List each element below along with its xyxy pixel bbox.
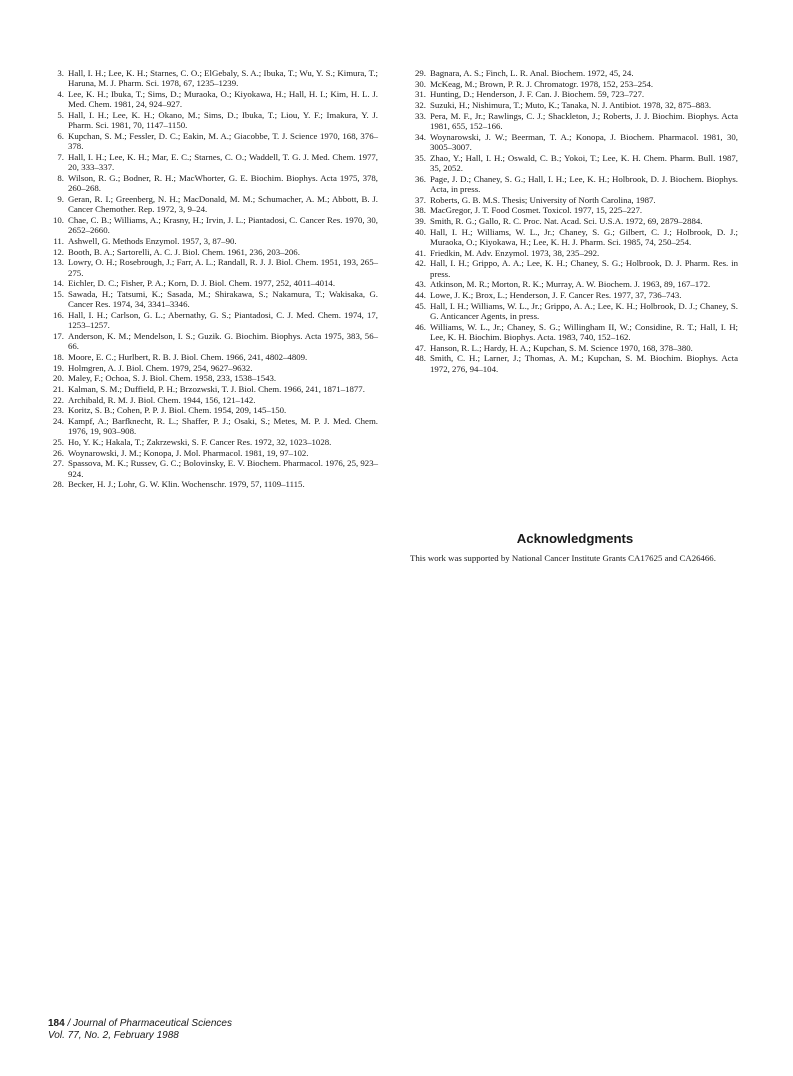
reference-text: Hunting, D.; Henderson, J. F. Can. J. Biochem. 59, 723–727.	[430, 89, 645, 100]
reference-item	[410, 353, 738, 374]
reference-number: 42.	[415, 258, 426, 269]
reference-number: 24.	[53, 416, 64, 426]
reference-text: Hall, I. H.; Williams, W. L., Jr.; Grippo, A. A.; Lee, K. H.; Holbrook, D. J.; Chaney, S. G. Anticancer Agents, in press.	[430, 300, 738, 322]
page-number: 184	[48, 1018, 65, 1029]
reference-number: 13.	[53, 257, 64, 268]
reference-item	[48, 278, 378, 288]
reference-item	[48, 448, 378, 458]
reference-item	[48, 131, 378, 152]
reference-item	[48, 331, 378, 352]
journal-name: / Journal of Pharmaceutical Sciences	[64, 1018, 232, 1029]
reference-item	[48, 152, 378, 173]
reference-item	[48, 236, 378, 246]
reference-number: 47.	[415, 342, 426, 353]
reference-text: Anderson, K. M.; Mendelson, I. S.; Guzik. G. Biochim. Biophys. Acta 1975, 383, 56–66.	[68, 330, 378, 352]
reference-text: Hall, I. H.; Lee, K. H.; Starnes, C. O.; ElGebaly, S. A.; Ibuka, T.; Wu, Y. S.; Kimura, T.; Haruna, M. J. Pharm. Sci. 1978, 67, 1235–1239.	[68, 68, 378, 89]
acknowledgments-section	[410, 531, 740, 563]
reference-text: Becker, H. J.; Lohr, G. W. Klin. Wochenschr. 1979, 57, 1109–1115.	[68, 479, 305, 490]
reference-number: 29.	[415, 68, 426, 78]
reference-text: Ashwell, G. Methods Enzymol. 1957, 3, 87–90.	[68, 235, 237, 246]
reference-item	[48, 310, 378, 331]
reference-number: 11.	[53, 235, 64, 246]
reference-item	[48, 247, 378, 257]
reference-number: 33.	[415, 110, 426, 121]
reference-text: Lee, K. H.; Ibuka, T.; Sims, D.; Muraoka, O.; Kiyokawa, H.; Hall, H. I.; Kim, H. L. J. Med. Chem. 1981, 24, 924–927.	[68, 88, 378, 110]
reference-number: 7.	[57, 151, 64, 162]
reference-number: 12.	[53, 246, 64, 257]
reference-item	[48, 215, 378, 236]
reference-item	[48, 257, 378, 278]
reference-number: 31.	[415, 89, 426, 100]
reference-text: McKeag, M.; Brown, P. R. J. Chromatogr. 1978, 152, 253–254.	[430, 78, 654, 89]
reference-number: 23.	[53, 405, 64, 416]
reference-item	[410, 111, 738, 132]
reference-number: 19.	[53, 362, 64, 373]
reference-item	[48, 110, 378, 131]
reference-item	[410, 258, 738, 279]
reference-item	[48, 458, 378, 479]
reference-number: 48.	[415, 353, 426, 364]
reference-text: Koritz, S. B.; Cohen, P. P. J. Biol. Chem. 1954, 209, 145–150.	[68, 405, 287, 416]
reference-number: 38.	[415, 205, 426, 216]
reference-number: 32.	[415, 100, 426, 111]
reference-number: 22.	[53, 394, 64, 405]
reference-item	[410, 100, 738, 110]
reference-item	[410, 290, 738, 300]
reference-number: 41.	[415, 247, 426, 258]
reference-text: Geran, R. I.; Greenberg, N. H.; MacDonald, M. M.; Schumacher, A. M.; Abbott, B. J. Cancer Chemother. Rep. 1972, 3, 9–24.	[68, 193, 378, 215]
reference-number: 35.	[415, 152, 426, 163]
reference-text: Hall, I. H.; Carlson, G. L.; Abernathy, G. S.; Piantadosi, C. J. Med. Chem. 1974, 17, 1253–1257.	[68, 309, 378, 331]
reference-number: 18.	[53, 351, 64, 362]
reference-item	[48, 416, 378, 437]
reference-number: 27.	[53, 458, 64, 469]
reference-item	[410, 79, 738, 89]
reference-number: 26.	[53, 447, 64, 458]
reference-item	[410, 216, 738, 226]
reference-text: Ho, Y. K.; Hakala, T.; Zakrzewski, S. F. Cancer Res. 1972, 32, 1023–1028.	[68, 436, 332, 447]
reference-number: 10.	[53, 214, 64, 225]
reference-text: Lowry, O. H.; Rosebrough, J.; Farr, A. L.; Randall, R. J. J. Biol. Chem. 1951, 193, 265–275.	[68, 257, 378, 278]
reference-text: Pera, M. F., Jr.; Rawlings, C. J.; Shackleton, J.; Roberts, J. J. Biochim. Biophys. Acta 1981, 655, 152–166.	[430, 110, 738, 132]
reference-number: 3.	[57, 68, 64, 78]
reference-item	[48, 405, 378, 415]
reference-text: Hall, I. H.; Lee, K. H.; Okano, M.; Sims, D.; Ibuka, T.; Liou, Y. F.; Imakura, Y. J. Pharm. Sci. 1981, 70, 1147–1150.	[68, 109, 378, 131]
reference-number: 4.	[57, 88, 64, 99]
reference-number: 39.	[415, 216, 426, 227]
reference-text: Smith, C. H.; Larner, J.; Thomas, A. M.; Kupchan, S. M. Biochim. Biophys. Acta 1972, 276, 94–104.	[430, 353, 738, 374]
reference-item	[410, 301, 738, 322]
reference-number: 28.	[53, 479, 64, 490]
reference-text: Wilson, R. G.; Bodner, R. H.; MacWhorter, G. E. Biochim. Biophys. Acta 1975, 378, 260–268.	[68, 172, 378, 194]
reference-text: Booth, B. A.; Sartorelli, A. C. J. Biol. Chem. 1961, 236, 203–206.	[68, 246, 300, 257]
reference-text: Kampf, A.; Barfknecht, R. L.; Shaffer, P. J.; Osaki, S.; Metes, M. P. J. Med. Chem. 1976, 19, 903–908.	[68, 416, 378, 437]
reference-text: Roberts, G. B. M.S. Thesis; University of North Carolina, 1987.	[430, 194, 656, 205]
reference-number: 17.	[53, 330, 64, 341]
reference-item	[48, 352, 378, 362]
reference-text: Eichler, D. C.; Fisher, P. A.; Korn, D. J. Biol. Chem. 1977, 252, 4011–4014.	[68, 278, 336, 289]
reference-text: Lowe, J. K.; Brox, L.; Henderson, J. F. Cancer Res. 1977, 37, 736–743.	[430, 290, 682, 301]
reference-number: 8.	[57, 172, 64, 183]
reference-number: 46.	[415, 321, 426, 332]
reference-text: Woynarowski, J. W.; Beerman, T. A.; Konopa, J. Biochem. Pharmacol. 1981, 30, 3005–3007.	[430, 131, 738, 153]
reference-item	[410, 89, 738, 99]
reference-text: MacGregor, J. T. Food Cosmet. Toxicol. 1977, 15, 225–227.	[430, 205, 643, 216]
reference-text: Sawada, H.; Tatsumi, K.; Sasada, M.; Shirakawa, S.; Nakamura, T.; Wakisaka, G. Cancer Res. 1974, 34, 3341–3346.	[68, 288, 378, 310]
reference-number: 37.	[415, 194, 426, 205]
reference-text: Smith, R. G.; Gallo, R. C. Proc. Nat. Acad. Sci. U.S.A. 1972, 69, 2879–2884.	[430, 216, 703, 227]
reference-text: Kupchan, S. M.; Fessler, D. C.; Eakin, M. A.; Giacobbe, T. J. Science 1970, 168, 376–378.	[68, 130, 378, 152]
references-column-right	[410, 68, 738, 374]
reference-text: Hall, I. H.; Lee, K. H.; Mar, E. C.; Starnes, C. O.; Waddell, T. G. J. Med. Chem. 1977, 20, 333–337.	[68, 151, 378, 173]
references-column-left	[48, 68, 378, 490]
journal-issue: Vol. 77, No. 2, February 1988	[48, 1029, 179, 1041]
reference-text: Atkinson, M. R.; Morton, R. K.; Murray, A. W. Biochem. J. 1963, 89, 167–172.	[430, 279, 711, 290]
reference-text: Chae, C. B.; Williams, A.; Krasny, H.; Irvin, J. L.; Piantadosi, C. Cancer Res. 1970, 30, 2652–2660.	[68, 214, 378, 236]
reference-item	[48, 479, 378, 489]
reference-number: 6.	[57, 130, 64, 141]
acknowledgments-text: This work was supported by National Cancer Institute Grants CA17625 and CA26466.	[410, 553, 716, 563]
reference-text: Williams, W. L., Jr.; Chaney, S. G.; Willingham II, W.; Considine, R. T.; Hall, I. H; Lee, K. H. Biochim. Biophys. Acta. 1983, 740, 152–162.	[430, 321, 738, 343]
page-footer	[48, 1018, 232, 1041]
reference-item	[410, 279, 738, 289]
reference-number: 14.	[53, 278, 64, 289]
reference-item	[410, 343, 738, 353]
reference-number: 44.	[415, 290, 426, 301]
reference-item	[48, 89, 378, 110]
reference-text: Page, J. D.; Chaney, S. G.; Hall, I. H.; Lee, K. H.; Holbrook, D. J. Biochem. Biophys. Acta, in press.	[430, 173, 738, 194]
reference-item	[48, 395, 378, 405]
reference-item	[48, 363, 378, 373]
reference-item	[410, 132, 738, 153]
reference-item	[48, 373, 378, 383]
reference-number: 21.	[53, 383, 64, 394]
reference-number: 30.	[415, 78, 426, 89]
reference-text: Bagnara, A. S.; Finch, L. R. Anal. Biochem. 1972, 45, 24.	[430, 68, 634, 78]
reference-number: 5.	[57, 109, 64, 120]
reference-item	[48, 384, 378, 394]
reference-item	[410, 248, 738, 258]
reference-number: 20.	[53, 373, 64, 384]
reference-text: Moore, E. C.; Hurlbert, R. B. J. Biol. Chem. 1966, 241, 4802–4809.	[68, 351, 308, 362]
reference-item	[48, 437, 378, 447]
reference-item	[410, 153, 738, 174]
reference-text: Spassova, M. K.; Russev, G. C.; Bolovinsky, E. V. Biochem. Pharmacol. 1976, 25, 923–924.	[68, 458, 378, 479]
reference-item	[48, 289, 378, 310]
footer-line-1	[48, 1018, 232, 1030]
reference-item	[410, 322, 738, 343]
reference-text: Suzuki, H.; Nishimura, T.; Muto, K.; Tanaka, N. J. Antibiot. 1978, 32, 875–883.	[430, 100, 712, 111]
reference-item	[410, 227, 738, 248]
reference-number: 15.	[53, 288, 64, 299]
reference-text: Hanson, R. L.; Hardy, H. A.; Kupchan, S. M. Science 1970, 168, 378–380.	[430, 342, 693, 353]
reference-number: 40.	[415, 226, 426, 237]
reference-number: 36.	[415, 173, 426, 184]
reference-text: Kalman, S. M.; Duffield, P. H.; Brzozwski, T. J. Biol. Chem. 1966, 241, 1871–1877.	[68, 383, 365, 394]
reference-item	[48, 173, 378, 194]
reference-text: Holmgren, A. J. Biol. Chem. 1979, 254, 9627–9632.	[68, 362, 253, 373]
reference-item	[410, 205, 738, 215]
reference-text: Hall, I. H.; Williams, W. L., Jr.; Chaney, S. G.; Gilbert, C. J.; Holbrook, D. J.; Muraoka, O.; Kiyokawa, H.; Lee, K. H. J. Pharm. Sci. 1985, 74, 250–254.	[430, 226, 738, 248]
reference-text: Archibald, R. M. J. Biol. Chem. 1944, 156, 121–142.	[68, 394, 256, 405]
reference-number: 45.	[415, 300, 426, 311]
reference-number: 34.	[415, 131, 426, 142]
reference-item	[410, 195, 738, 205]
reference-number: 16.	[53, 309, 64, 320]
reference-number: 25.	[53, 436, 64, 447]
reference-item	[48, 68, 378, 89]
reference-text: Hall, I. H.; Grippo, A. A.; Lee, K. H.; Chaney, S. G.; Holbrook, D. J. Pharm. Res. in press.	[430, 258, 738, 279]
acknowledgments-heading: Acknowledgments	[516, 531, 634, 546]
reference-text: Friedkin, M. Adv. Enzymol. 1973, 38, 235–292.	[430, 247, 600, 258]
reference-item	[410, 174, 738, 195]
reference-text: Zhao, Y.; Hall, I. H.; Oswald, C. B.; Yokoi, T.; Lee, K. H. Chem. Pharm. Bull. 1987, 35, 2052.	[430, 152, 738, 174]
reference-item	[48, 194, 378, 215]
reference-number: 9.	[57, 193, 64, 204]
reference-text: Woynarowski, J. M.; Konopa, J. Mol. Pharmacol. 1981, 19, 97–102.	[68, 447, 309, 458]
reference-item	[410, 68, 738, 78]
reference-text: Maley, F.; Ochoa, S. J. Biol. Chem. 1958, 233, 1538–1543.	[68, 373, 277, 384]
reference-number: 43.	[415, 279, 426, 290]
